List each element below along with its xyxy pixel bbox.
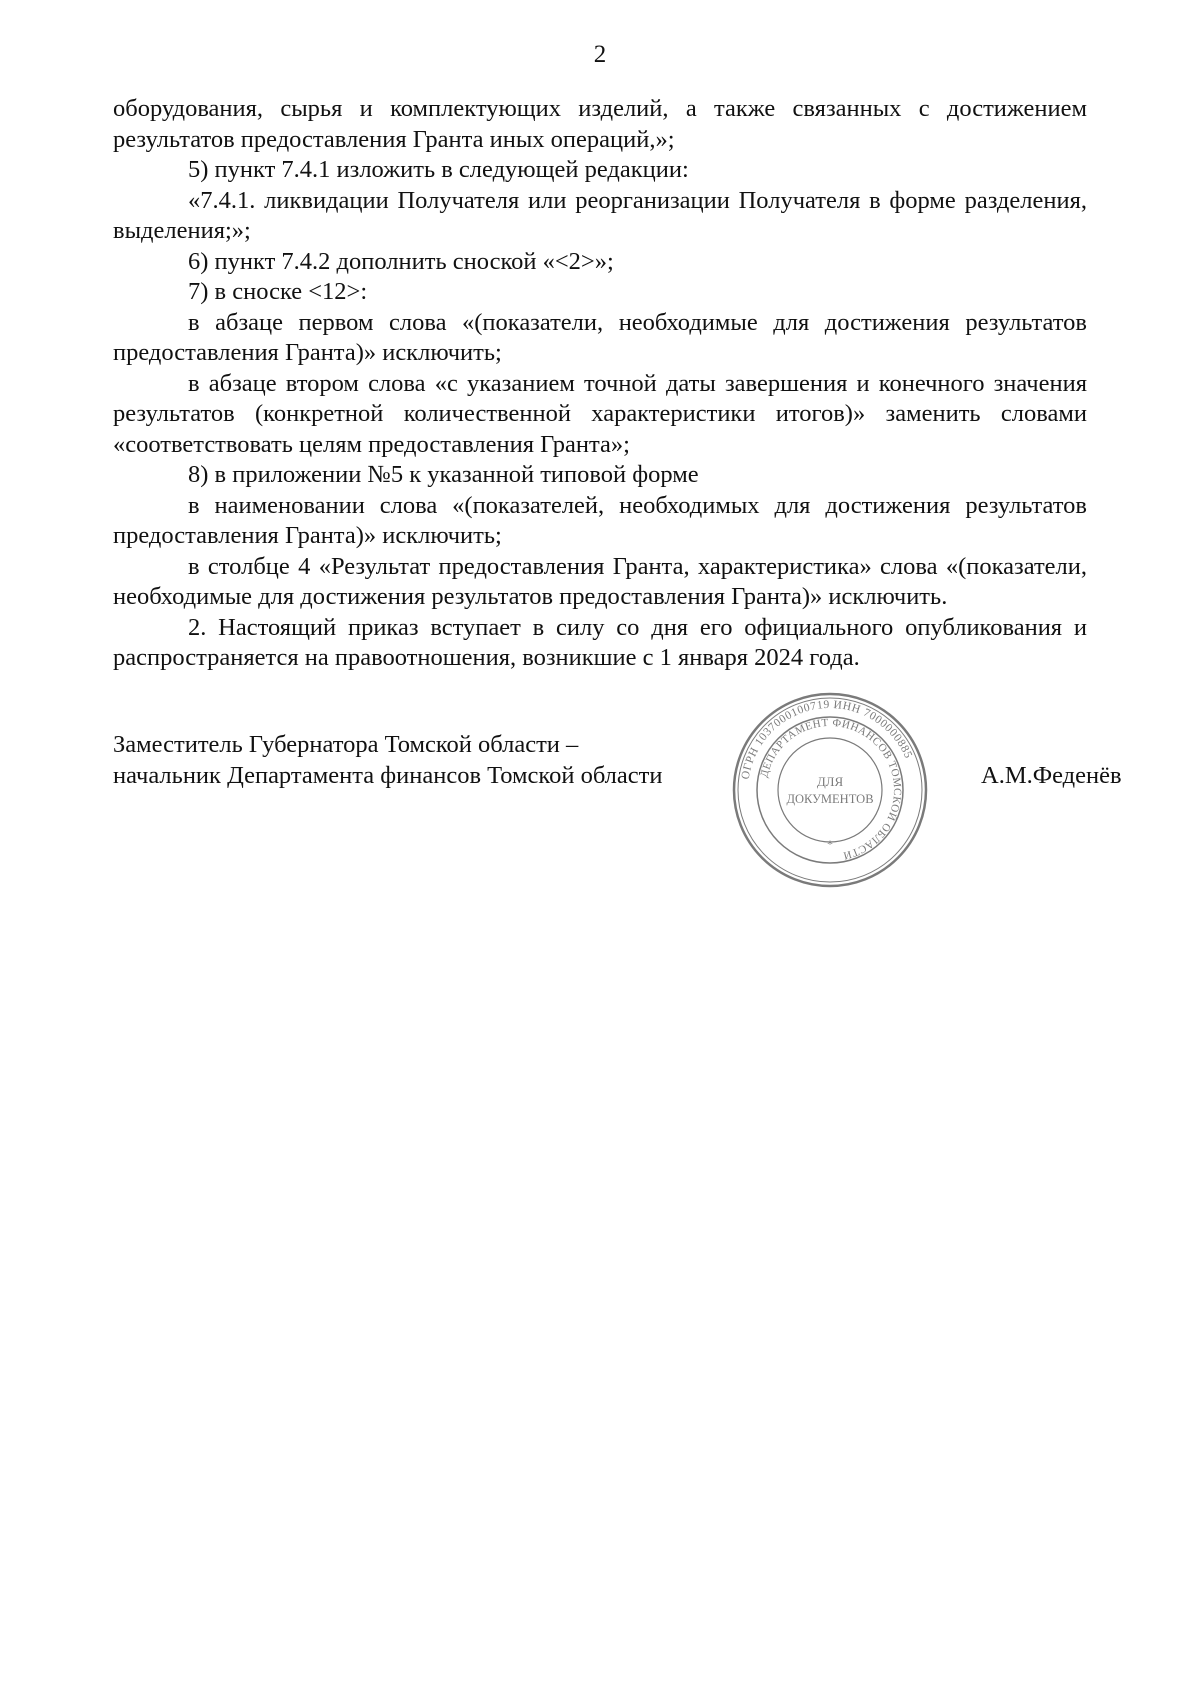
paragraph-item-8: 8) в приложении №5 к указанной типовой форме <box>188 461 699 488</box>
official-seal <box>730 690 930 890</box>
signer-name: А.М.Феденёв <box>981 761 1122 789</box>
paragraph-item-5-text: «7.4.1. ликвидации Получателя или реорганизации Получателя в форме разделения, выделения;»; <box>113 186 1087 244</box>
seal-inner-text: ДЕПАРТАМЕНТ ФИНАНСОВ ТОМСКОЙ ОБЛАСТИ <box>758 716 904 862</box>
seal-center-line1: ДЛЯ <box>816 774 844 789</box>
seal-star-icon: * <box>827 837 833 851</box>
paragraph-item-8-column: в столбце 4 «Результат предоставления Гранта, характеристика» слова «(показатели, необходимые для достижения результатов предоставления Гранта)» исключить. <box>113 552 1087 610</box>
paragraph-item-7-second: в абзаце втором слова «с указанием точной даты завершения и конечного значения результатов (конкретной количественной характеристики итогов)» заменить словами «соответствовать целям предоставления Гранта»; <box>113 369 1087 458</box>
document-body <box>113 94 1087 674</box>
page-number: 2 <box>593 41 607 68</box>
paragraph-continuation: оборудования, сырья и комплектующих изделий, а также связанных с достижением результатов предоставления Гранта иных операций,»; <box>113 95 1087 153</box>
paragraph-item-6: 6) пункт 7.4.2 дополнить сноской «<2>»; <box>188 247 614 275</box>
seal-outer-text: ОГРН 1037000100719 ИНН 7000000885 <box>739 698 915 781</box>
seal-graphic <box>730 690 930 890</box>
signer-position <box>113 730 662 791</box>
paragraph-item-7: 7) в сноске <12>: <box>188 278 368 305</box>
seal-center-line2: ДОКУМЕНТОВ <box>786 792 874 806</box>
paragraph-clause-2: 2. Настоящий приказ вступает в силу со дня его официального опубликования и распространяется на правоотношения, возникшие с 1 января 2024 года. <box>113 613 1087 671</box>
signer-position-line2: начальник Департамента финансов Томской области <box>113 761 663 789</box>
signer-position-line1: Заместитель Губернатора Томской области – <box>113 731 579 758</box>
paragraph-item-7-first: в абзаце первом слова «(показатели, необходимые для достижения результатов предоставления Гранта)» исключить; <box>113 308 1087 366</box>
paragraph-item-5: 5) пункт 7.4.1 изложить в следующей редакции: <box>188 156 689 183</box>
paragraph-item-8-title: в наименовании слова «(показателей, необходимых для достижения результатов предоставления Гранта)» исключить; <box>113 491 1087 549</box>
